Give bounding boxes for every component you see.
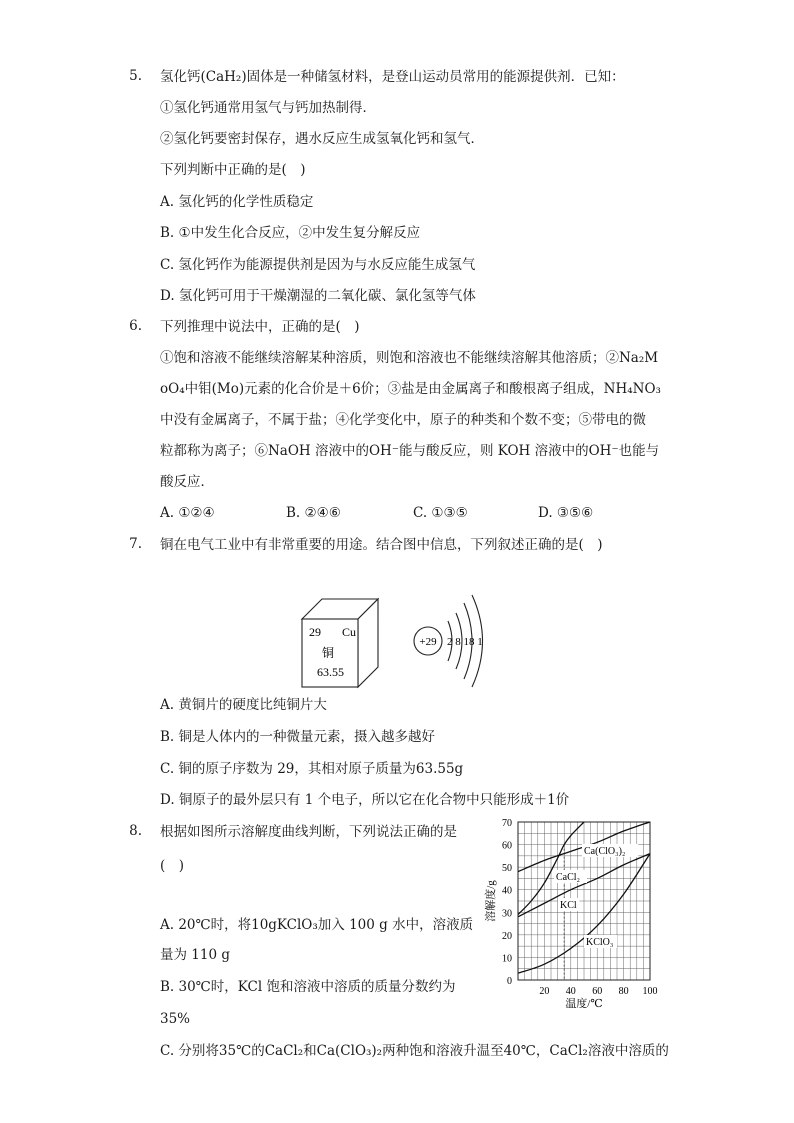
x-tick-label: 100 [642,986,658,997]
y-tick-label: 50 [502,863,512,875]
y-tick-label: 70 [502,818,512,829]
option-d[interactable]: D. 氢化钙可用于干燥潮湿的二氧化碳、氯化氢等气体 [160,288,476,304]
atom-structure-diagram [414,595,483,687]
question-ask: 下列判断中正确的是( ) [160,162,306,178]
x-tick-label: 20 [539,986,550,997]
option-b[interactable]: B. 30℃时，KCl 饱和溶液中溶质的质量分数约为 [160,979,456,995]
option-a[interactable]: A. 黄铜片的硬度比纯铜片大 [160,697,327,713]
option-c[interactable]: C. ①③⑤ [413,505,468,521]
x-axis-label: 温度/℃ [565,998,603,1008]
question-stem: 氢化钙(CaH₂)固体是一种储氢材料，是登山运动员常用的能源提供剂．已知： [160,69,625,85]
statement-line: 粒都称为离子；⑥NaOH 溶液中的OH⁻能与酸反应，则 KOH 溶液中的OH⁻也能与 [160,443,660,459]
option-b-cont[interactable]: 35% [160,1011,191,1027]
question-stem: 根据如图所示溶解度曲线判断，下列说法正确的是 [160,824,457,840]
atomic-mass: 63.55 [317,665,344,679]
x-tick-label: 80 [618,986,629,997]
y-tick-label: 30 [502,908,512,920]
series-label: KClO₃ [586,937,614,948]
option-b[interactable]: B. 铜是人体内的一种微量元素，摄入越多越好 [160,729,436,745]
option-b[interactable]: B. ②④⑥ [286,505,341,521]
option-c[interactable]: C. 铜的原子序数为 29，其相对原子质量为63.55g [160,761,464,777]
series-label: KCl [560,900,577,911]
option-a[interactable]: A. 氢化钙的化学性质稳定 [160,194,314,210]
y-axis-label: 溶解度/g [485,880,497,922]
option-d[interactable]: D. ③⑤⑥ [538,505,594,521]
statement-line: ①饱和溶液不能继续溶解某种溶质，则饱和溶液也不能继续溶解其他溶质；②Na₂M [160,350,659,366]
statement-line: 酸反应． [160,474,214,490]
question-stem: 铜在电气工业中有非常重要的用途。结合图中信息，下列叙述正确的是( ) [160,537,603,553]
condition-2: ②氢化钙要密封保存，遇水反应生成氢氧化钙和氢气． [160,131,484,147]
element-name: 铜 [322,646,335,660]
option-d[interactable]: D. 铜原子的最外层只有 1 个电子，所以它在化合物中只能形成＋1价 [160,792,570,808]
question-number: 5. [129,68,142,84]
y-tick-label: 0 [507,976,512,987]
y-tick-label: 10 [502,953,512,965]
element-symbol: Cu [342,625,357,639]
solubility-chart [480,812,666,1008]
question-paren: ( ) [160,858,185,874]
series-label: Ca(ClO₃)₂ [584,846,626,857]
question-number: 8. [129,823,142,839]
option-a[interactable]: A. ①②④ [160,505,215,521]
option-a-cont[interactable]: 量为 110 g [160,947,230,963]
condition-1: ①氢化钙通常用氢气与钙加热制得． [160,100,376,116]
x-tick-label: 40 [565,986,576,997]
series-label: CaCl₂ [556,872,581,883]
electron-shells: 2 8 18 1 [447,636,483,648]
atomic-number: 29 [309,625,321,639]
question-number: 7. [129,536,142,552]
x-tick-label: 60 [592,986,603,997]
y-tick-label: 40 [502,885,512,897]
option-b[interactable]: B. ①中发生化合反应，②中发生复分解反应 [160,225,421,241]
nucleus-charge: +29 [419,636,437,648]
element-card [302,599,378,687]
copper-figure [290,585,510,695]
option-a[interactable]: A. 20℃时，将10gKClO₃加入 100 g 水中，溶液质 [160,917,474,933]
y-tick-label: 60 [502,840,512,852]
y-tick-label: 20 [502,930,512,942]
statement-line: oO₄中钼(Mo)元素的化合价是＋6价；③盐是由金属离子和酸根离子组成，NH₄NO₃ [160,381,661,397]
question-number: 6. [129,318,142,334]
question-stem: 下列推理中说法中，正确的是( ) [160,319,360,335]
option-c[interactable]: C. 分别将35℃的CaCl₂和Ca(ClO₃)₂两种饱和溶液升温至40℃，CaCl₂溶液中溶质的 [160,1043,669,1059]
statement-line: 中没有金属离子，不属于盐；④化学变化中，原子的种类和个数不变；⑤带电的微 [160,412,646,428]
option-c[interactable]: C. 氢化钙作为能源提供剂是因为与水反应能生成氢气 [160,257,476,273]
